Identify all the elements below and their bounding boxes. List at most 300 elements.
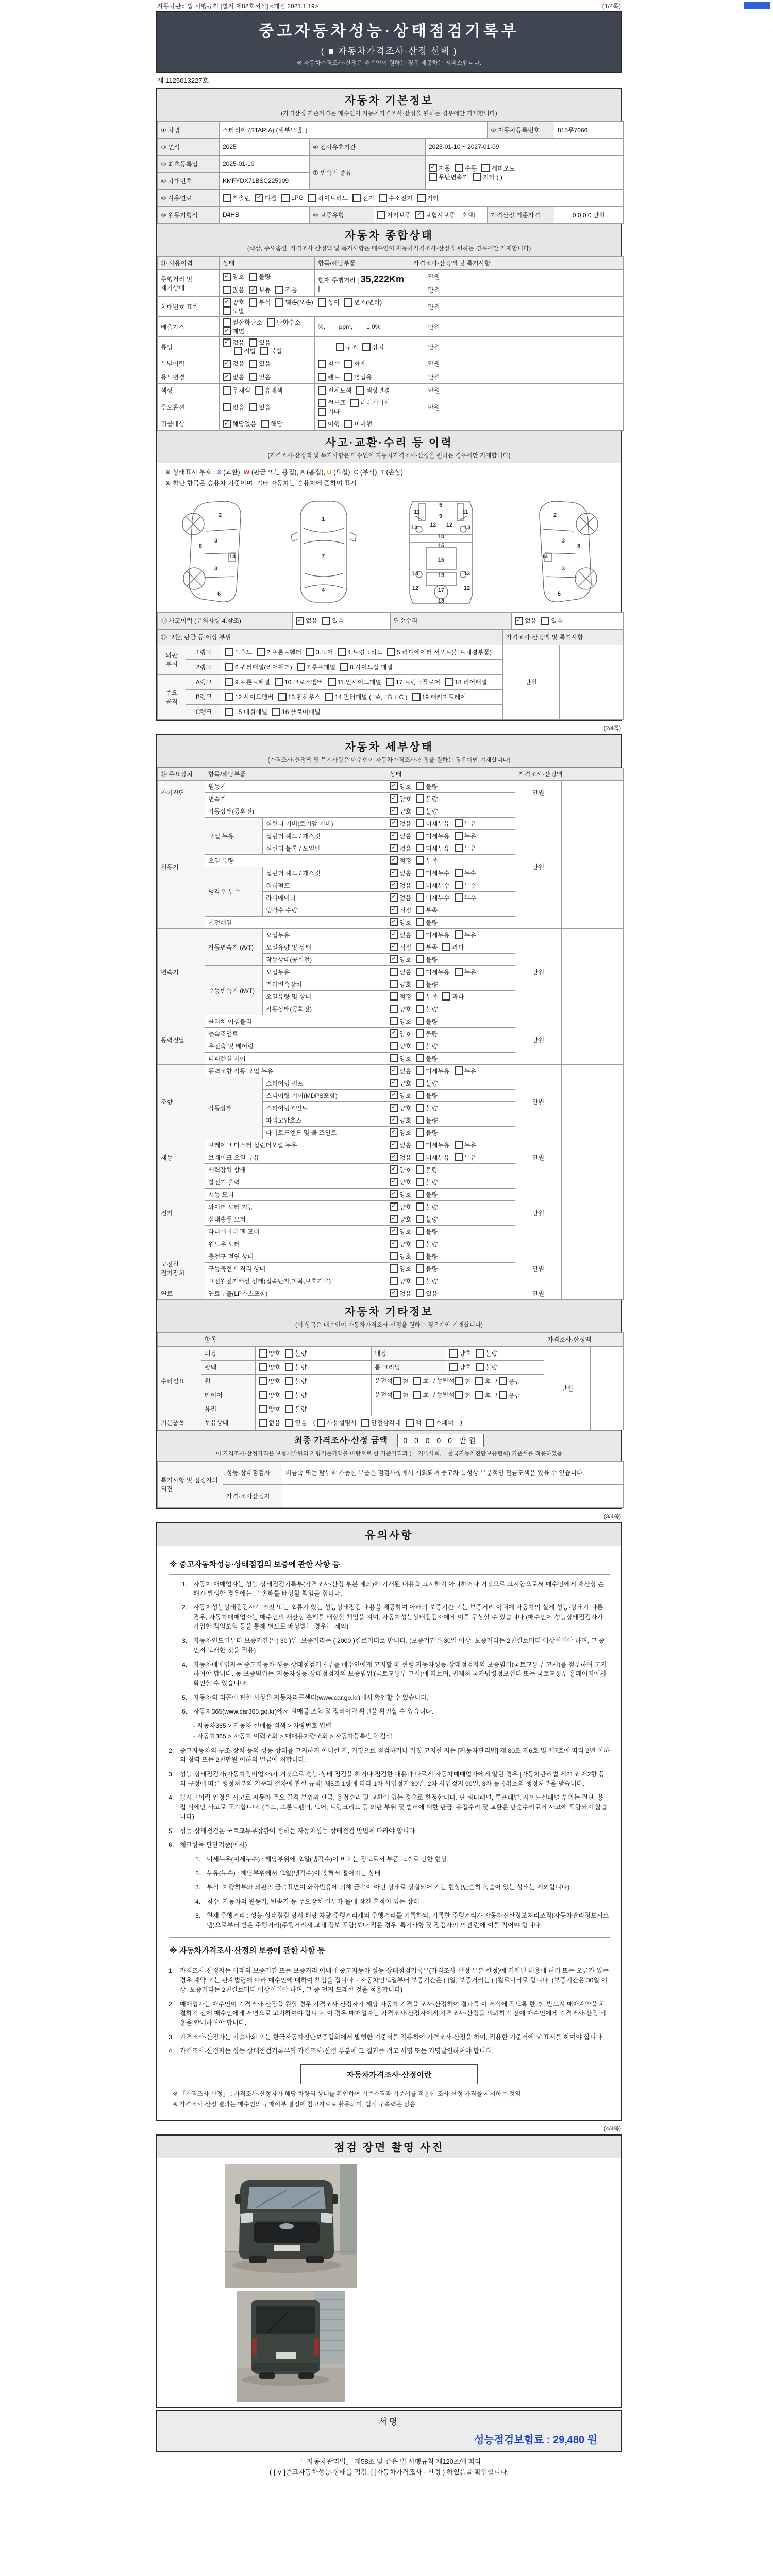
checkbox-label: 미세누유: [426, 931, 450, 939]
table-cell: 내장: [372, 1346, 446, 1360]
checkbox-option: [390, 881, 411, 890]
checkbox-label: 누유: [464, 968, 476, 976]
table-cell: ⑭ 주요장치: [158, 768, 205, 780]
checkbox-option: [416, 1153, 449, 1162]
table-cell: [562, 1287, 624, 1299]
checkbox-label: 전: [402, 1392, 409, 1399]
table-row: [158, 1332, 624, 1346]
notice-item: [182, 1660, 610, 1688]
checkbox-option: [390, 1252, 411, 1261]
checkbox-option: [416, 906, 438, 914]
inspector-opinion-table: [157, 1461, 624, 1508]
checkbox-option: [272, 707, 321, 716]
checkbox-label: 미세누유: [426, 1141, 450, 1149]
checkbox-label: 11.인사이드패널: [337, 679, 381, 686]
notice-sub-line: - 자동차365 > 자동차 이력조회 > 매매용차량조회 > 자동차등록번호 검색: [193, 1733, 392, 1740]
price-definition-line: ※ 가격조사·산정 결과는 매수인의 구매여부 결정에 참고자료로 활용되며, 법적 구속력은 없음: [173, 2100, 416, 2108]
checkbox-option: [225, 707, 267, 716]
checkbox-option: [455, 968, 476, 976]
accident-history-row: [157, 612, 624, 630]
checkbox: [285, 1363, 293, 1371]
checkbox-option: [390, 1042, 411, 1050]
checkbox-option: [223, 285, 244, 294]
checkbox-label: 16.플로어패널: [282, 708, 321, 716]
checkbox-option: [406, 1418, 422, 1427]
checkbox-label: 적법: [244, 348, 256, 355]
checkbox-label: 양호: [399, 1104, 412, 1112]
checkbox-label: 양호: [399, 1191, 412, 1198]
table-cell: [386, 1176, 515, 1188]
checkbox-option: [416, 1141, 449, 1149]
checkbox-label: 불량: [426, 1178, 438, 1186]
table-cell: [386, 879, 515, 891]
checkbox: [481, 164, 490, 172]
checkbox: [225, 648, 233, 656]
checkbox-label: 적정: [399, 943, 412, 951]
checkbox-label: 14.필러패널 ( □A, □B, □C ): [334, 693, 408, 701]
diagram-panel-number: 4: [321, 587, 325, 594]
checkbox-label: 불량: [426, 1277, 438, 1285]
notice-item-number: 2.: [169, 2000, 174, 2008]
checkbox: [285, 1349, 293, 1358]
table-cell: 브레이크 오일 누유: [205, 1151, 386, 1163]
checkbox: ✓: [390, 1079, 398, 1087]
checkbox: [390, 1252, 398, 1260]
table-cell: 스타리아 (STARIA) (세부모델: ): [220, 122, 488, 139]
checkbox-option: [344, 298, 382, 307]
checkbox-option: [390, 1178, 411, 1187]
checkbox-label: 불량: [426, 1005, 438, 1013]
table-cell: 연료: [158, 1287, 205, 1299]
table-row: [158, 1346, 624, 1360]
checkbox-label: 잭: [415, 1419, 422, 1427]
checkbox-option: [390, 1190, 411, 1199]
diagram-panel-number: 3: [561, 537, 565, 544]
checkbox: [416, 1079, 424, 1087]
notice-item-number: 4.: [169, 1794, 174, 1802]
checkbox-label: 18.리어패널: [455, 679, 488, 686]
table-cell: 2랭크: [186, 659, 222, 674]
notice-item-text: 가격조사·산정자는 기술사회 또는 한국자동차진단보증협회에서 발행한 기준서를 적용하여 가격조사·산정을 하며, 적용한 기준서에 '√' 표시를 하여야 합니다.: [180, 2033, 604, 2041]
checkbox: [499, 1377, 507, 1385]
checkbox-label: 없음: [399, 1067, 412, 1075]
checkbox-label: 미세누수: [426, 894, 450, 902]
section-box-photos: [156, 2134, 622, 2408]
diagram-panel-number: 3: [561, 565, 565, 572]
checkbox-label: 없음: [306, 617, 318, 624]
table-row: [158, 1064, 624, 1077]
checkbox-label: 불량: [426, 807, 438, 815]
section-header-detail: [157, 735, 621, 768]
checkbox-option: [412, 692, 466, 701]
table-cell: [458, 297, 624, 317]
checkbox: [249, 338, 257, 347]
checkbox: [416, 1215, 424, 1223]
checkbox: [325, 693, 333, 701]
checkbox: [416, 992, 424, 1001]
checkbox: [317, 1419, 325, 1427]
table-cell: 룸 크리닝: [372, 1360, 446, 1374]
checkbox-label: 없음: [268, 1419, 281, 1427]
checkbox: [223, 403, 231, 411]
checkbox-option: [223, 372, 244, 381]
checkbox: [416, 1227, 424, 1235]
checkbox: [223, 307, 231, 315]
checkbox-option: [249, 372, 271, 381]
table-cell: 가격산정 기준가격: [488, 207, 554, 224]
text-part: U: [327, 469, 332, 476]
checkbox-label: 매연: [232, 328, 245, 335]
table-cell: 만원: [515, 1064, 562, 1139]
notice-item-number: 5.: [182, 1693, 188, 1701]
checkbox-label: 누유: [464, 931, 476, 939]
checkbox-label: 양호: [232, 273, 245, 280]
section-header-etc: [157, 1300, 621, 1332]
notice-item: [169, 1840, 610, 1850]
checkbox-option: [390, 1054, 411, 1063]
text-part: (판금 또는 용접),: [249, 469, 300, 476]
table-cell: 실린더 커버(로커암 커버): [263, 817, 386, 829]
checkbox: [377, 211, 385, 219]
legend-line-1: [165, 467, 613, 478]
confirmation-statement: [156, 2454, 622, 2478]
checkbox-label: 없음: [399, 931, 412, 939]
text-part: (흠집),: [305, 469, 327, 476]
notice-item: [195, 1869, 610, 1878]
notice-item-text: 매매업자는 매수인이 가격조사·산정을 원할 경우 가격조사·산정자가 해당 자동차 가격을 조사·산정하여 결과를 이 서식에 적도록 한 후, 반드시 매매계약을 체결하기 전에 매수인에게 서면으로 고지하여야 합니다. 이 경우 매매업자는 가격조사·산정자에게 가격조사·산정을 의뢰하기 전에 매수인에게 가격조사·산정 비용을 안내하여야 합니다.: [180, 2000, 607, 2027]
checkbox: ✓: [390, 1029, 398, 1038]
checkbox-label: 불량: [426, 919, 438, 926]
checkbox-option: [390, 1066, 411, 1075]
table-cell: ⑦ 변속기 종류: [310, 156, 426, 190]
checkbox-label: 미세누수: [426, 882, 450, 889]
basic-info-table: [157, 121, 624, 224]
checkbox-option: [416, 930, 449, 939]
checkbox-label: 불량: [295, 1350, 307, 1357]
table-cell: 작동상태(공회전): [263, 1003, 386, 1015]
checkbox-option: [475, 1391, 491, 1400]
checkbox: [416, 1054, 424, 1062]
table-cell: D4HB: [220, 207, 310, 224]
checkbox-option: [285, 1363, 307, 1371]
table-cell: 고전원전기배선 상태(접속단자,피복,보호기구): [205, 1275, 386, 1287]
checkbox: [259, 1363, 267, 1371]
checkbox: [416, 918, 424, 926]
checkbox: [416, 1165, 424, 1174]
checkbox-label: 양호: [399, 1079, 412, 1087]
text-part: / 동반석: [433, 1391, 455, 1399]
diagram-panel-number: 16: [438, 556, 445, 563]
checkbox: [416, 1005, 424, 1013]
table-cell: [386, 941, 515, 953]
checkbox: ✓: [390, 819, 398, 827]
checkbox-label: 없음: [399, 882, 412, 889]
table-cell: [222, 674, 503, 689]
notice-item: [182, 1707, 610, 1716]
checkbox-option: [416, 1227, 438, 1236]
table-cell: [256, 1374, 372, 1388]
diagram-panel-number: 12: [429, 521, 436, 528]
checkbox: [259, 1377, 267, 1385]
checkbox: [406, 1419, 414, 1427]
checkbox-option: [476, 1363, 497, 1371]
checkbox: [473, 173, 481, 181]
table-cell: [386, 1238, 515, 1250]
checkbox: [476, 1363, 484, 1371]
checkbox: [223, 286, 231, 294]
table-cell: 등속조인트: [205, 1027, 386, 1040]
checkbox-label: 후: [423, 1392, 429, 1399]
photo-rear-view: [237, 2291, 345, 2402]
diagram-panel-number: 11: [414, 509, 420, 515]
diagram-panel-number: 19: [438, 572, 445, 579]
table-cell: 파워고압호스: [263, 1114, 386, 1126]
table-cell: [386, 1163, 515, 1176]
notice-item: [169, 2046, 610, 2056]
table-cell: 만원: [515, 805, 562, 928]
checkbox-option: [362, 343, 384, 351]
notice-item-text: 부식: 차량하부와 외판의 금속표면이 화학반응에 의해 금속이 아닌 상태로 상실되어 가는 현상(단순히 녹슬어 있는 상태는 제외합니다): [207, 1884, 570, 1891]
checkbox-option: [390, 807, 411, 816]
checkbox: ✓: [223, 327, 231, 335]
checkbox-option: [390, 1141, 411, 1149]
checkbox-label: 1.후드: [235, 649, 253, 656]
checkbox: ✓: [390, 869, 398, 877]
checkbox: [344, 298, 352, 307]
checkbox-label: 불량: [426, 956, 438, 963]
notice-item-text: 현재 주행거리 : 성능·상태점검 당시 해당 차량 주행거리계의 주행거리를 기록하되, 기록한 주행거리가 자동차전산정보처리조직(자동차관리정보시스템)으로부터 받은 주행거리(주행거리계 교체 정보 포함)보다 적은 경우 '특기사항 및 점검자의 의견'란에 이를 적어야 합니다.: [207, 1912, 609, 1929]
checkbox: [257, 648, 265, 656]
text-part: (부식),: [358, 469, 381, 476]
checkbox: ✓: [390, 1128, 398, 1137]
checkbox: [429, 173, 437, 181]
checkbox-label: 누유: [464, 832, 476, 840]
table-cell: 단순수리: [391, 612, 512, 629]
table-cell: 만원: [503, 645, 560, 719]
table-cell: 작동상태(공회전): [263, 953, 386, 965]
checkbox-label: 적정: [399, 857, 412, 865]
table-cell: [256, 1416, 544, 1430]
table-cell: [315, 417, 410, 431]
text-part: T: [380, 469, 384, 476]
notice-item-number: 3.: [169, 2033, 174, 2041]
checkbox-label: 적정: [399, 993, 412, 1001]
checkbox-option: [356, 386, 390, 395]
checkbox: [416, 1042, 424, 1050]
table-cell: 가격·조사산정자: [223, 1484, 282, 1507]
checkbox: ✓: [223, 338, 231, 347]
checkbox-option: [318, 359, 340, 368]
table-cell: ⑨ 원동기형식: [158, 207, 220, 224]
diagram-panel-number: 1: [321, 516, 325, 522]
table-cell: [386, 978, 515, 990]
checkbox-label: 미세누유: [426, 832, 450, 840]
notice-item-text: 가격조사·산정자는 성능·상태점검기록부의 가격조사·산정 부분에 그 결과를 적고 서명 또는 기명날인하여야 합니다.: [180, 2047, 494, 2055]
checkbox-label: 응급: [509, 1378, 521, 1385]
checkbox: [416, 955, 424, 963]
checkbox-label: 누수: [464, 894, 476, 902]
checkbox-label: 양호: [268, 1350, 281, 1357]
checkbox-option: [416, 869, 449, 877]
table-cell: [458, 337, 624, 357]
checkbox: [416, 1178, 424, 1186]
table-cell: [458, 283, 624, 297]
inspection-fee: 성능점검보험료 : 29,480 원: [474, 2434, 597, 2446]
table-cell: [386, 780, 515, 792]
checkbox: [344, 420, 352, 428]
checkbox-label: 6.쿼터패널(리어휀더): [235, 664, 292, 671]
table-cell: [256, 1360, 372, 1374]
section-title: 자동차 기본정보: [345, 95, 433, 107]
checkbox-option: [377, 211, 411, 219]
table-row: [158, 1139, 624, 1151]
checkbox-label: 기타: [427, 194, 439, 202]
checkbox-option: [390, 955, 411, 964]
checkbox: [285, 1391, 293, 1399]
checkbox: [416, 1017, 424, 1025]
checkbox: ✓: [390, 794, 398, 803]
table-cell: [158, 1332, 201, 1346]
diagram-panel-number: 3: [214, 565, 218, 572]
table-cell: [386, 1225, 515, 1238]
checkbox: [223, 386, 231, 395]
checkbox-option: [455, 869, 476, 877]
section-title: 자동차 종합상태: [345, 230, 433, 242]
table-cell: 동력조향 작동 오일 누유: [205, 1064, 386, 1077]
checkbox: [249, 403, 257, 411]
checkbox: [416, 782, 424, 790]
checkbox-option: [455, 1066, 476, 1075]
table-cell: [386, 891, 515, 904]
checkbox-option: [223, 318, 262, 327]
checkbox-option: [390, 1277, 411, 1285]
checkbox: [416, 1066, 424, 1075]
checkbox-label: 불량: [426, 1228, 438, 1235]
checkbox: [338, 648, 346, 656]
checkbox-label: 양호: [232, 299, 245, 306]
checkbox-option: [390, 1017, 411, 1026]
checkbox: [318, 360, 326, 368]
checkbox: [499, 1391, 507, 1399]
checkbox-label: 양호: [399, 1215, 412, 1223]
car-diagram-svg: [157, 496, 623, 607]
table-cell: [220, 317, 315, 337]
checkbox-option: [390, 844, 411, 853]
checkbox-label: 무채색: [232, 387, 250, 394]
checkbox-option: [390, 832, 411, 840]
checkbox-option: [455, 819, 476, 828]
checkbox: [249, 360, 257, 368]
table-cell: 전기: [158, 1176, 205, 1250]
checkbox-option: [416, 1165, 438, 1174]
checkbox: [455, 832, 463, 840]
checkbox-option: [225, 663, 292, 671]
checkbox-label: 불량: [426, 1166, 438, 1174]
checkbox-option: [318, 298, 340, 307]
section-header-photos: [157, 2136, 621, 2158]
table-cell: 작동상태: [205, 1077, 263, 1139]
checkbox-option: [416, 1029, 438, 1038]
table-row: [158, 417, 624, 431]
checkbox: ✓: [223, 298, 231, 307]
checkbox-label: 자동: [439, 164, 451, 172]
checkbox: [416, 1240, 424, 1248]
table-cell: 주행거리 및 계기상태: [158, 270, 220, 297]
checkbox: [259, 1419, 267, 1427]
checkbox: ✓: [390, 782, 398, 790]
checkbox-label: 양호: [268, 1378, 281, 1385]
table-cell: 디퍼렌셜 기어: [205, 1052, 386, 1064]
checkbox: [285, 1419, 293, 1427]
table-cell: [554, 190, 624, 207]
checkbox-option: [455, 1153, 476, 1162]
checkbox: ✓: [390, 1190, 398, 1198]
text-part: 현재 주행거리 [: [318, 277, 361, 284]
checkbox: [386, 678, 394, 686]
checkbox-option: [259, 1349, 280, 1358]
checkbox-option: [390, 1153, 411, 1162]
checkbox-label: 불량: [426, 1018, 438, 1025]
table-cell: ⑥ 차대번호: [158, 173, 220, 190]
table-cell: A랭크: [186, 674, 222, 689]
checkbox-option: [225, 677, 270, 686]
table-cell: 타이어: [201, 1388, 256, 1402]
table-cell: 실내송풍 모터: [205, 1213, 386, 1225]
checkbox: ✓: [223, 273, 231, 281]
table-cell: 가격조사·산정액 및 특기사항: [410, 257, 624, 270]
checkbox-label: 없음: [399, 820, 412, 827]
top-right-blue-badge[interactable]: [744, 2, 770, 9]
table-cell: 보유상태: [201, 1416, 256, 1430]
notice-item-number: 6.: [182, 1708, 188, 1716]
checkbox-label: 불량: [295, 1378, 307, 1385]
checkbox-label: 유채색: [264, 387, 283, 394]
checkbox-option: [429, 173, 468, 181]
diagram-panel-number: 6: [217, 590, 221, 597]
section-header-accident: [157, 431, 621, 463]
checkbox-label: 양호: [459, 1350, 472, 1357]
text-part: /: [495, 1377, 499, 1385]
table-row: [158, 1176, 624, 1188]
table-cell: [315, 384, 410, 397]
table-cell: 수리필요: [158, 1346, 201, 1416]
table-cell: [220, 337, 315, 357]
checkbox-label: 과다: [452, 943, 464, 951]
checkbox-label: 해당없음: [232, 420, 257, 428]
checkbox: [259, 1391, 267, 1399]
diagram-panel-number: 13: [412, 570, 419, 577]
checkbox-label: 양호: [399, 1166, 412, 1174]
section-sub: (이 항목은 매수인이 자동차가격조사·산정을 원하는 경우에만 기재합니다): [295, 1321, 483, 1328]
checkbox-option: [318, 419, 340, 428]
checkbox: [259, 1405, 267, 1413]
checkbox: [223, 318, 231, 327]
checkbox-label: 과다: [452, 993, 464, 1001]
table-cell: [220, 370, 315, 384]
checkbox-label: 훼손(오손): [285, 299, 313, 306]
table-cell: [386, 1139, 515, 1151]
checkbox-option: [296, 616, 317, 625]
checkbox-label: 탄화수소: [276, 319, 301, 326]
checkbox: ✓: [429, 164, 437, 172]
table-cell: 가격조사·산정액 및 특기사항: [503, 630, 624, 645]
checkbox-option: [259, 1418, 280, 1427]
notice-item-text: 성능·상태점검은 국토교통부장관이 정하는 자동차성능·상태점검 방법에 따라야 합니다.: [180, 1827, 417, 1835]
checkbox-label: 변조(변타): [354, 299, 382, 306]
text-part: (교환),: [221, 469, 244, 476]
checkbox: [475, 1377, 483, 1385]
checkbox-label: 전: [402, 1378, 409, 1385]
